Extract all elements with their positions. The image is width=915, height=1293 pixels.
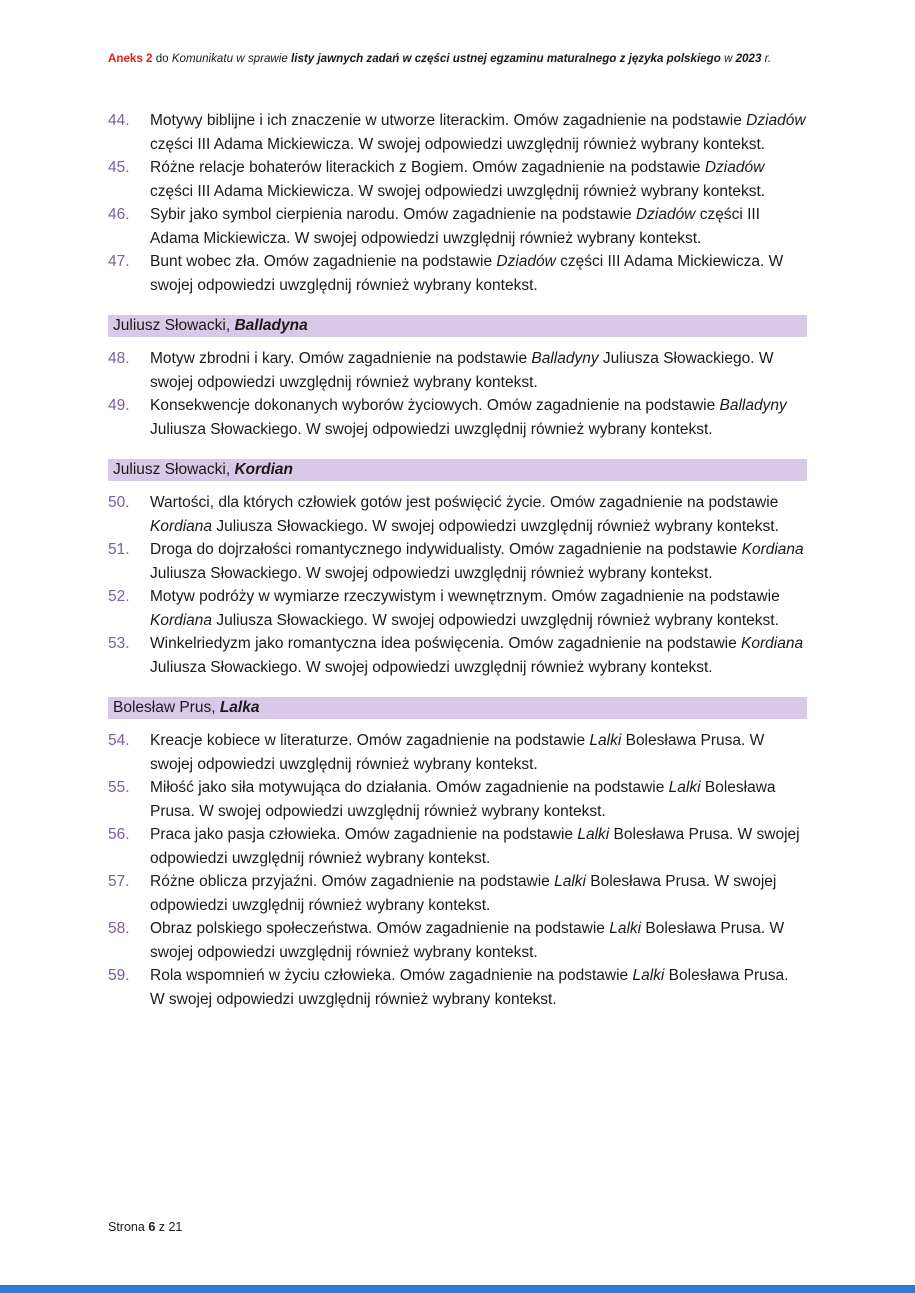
text-segment: części III Adama Mickiewicza. W swojej odpowiedzi uwzględnij również wybrany kontekst. [150,182,766,200]
task-item [108,632,807,679]
text-segment: Lalki [632,967,665,984]
task-number: 44. [108,112,130,129]
task-text [150,917,807,964]
task-text [150,491,807,538]
text-segment: Wartości, dla których człowiek gotów jest poświęcić życie. Omów zagadnienie na podstawie [150,494,779,511]
text-segment: Rola wspomnień w życiu człowieka. Omów zagadnienie na podstawie [150,967,633,984]
text-segment: Bunt wobec zła. Omów zagadnienie na podstawie [150,253,497,270]
text-segment: Strona [108,1220,149,1234]
task-item [108,491,807,538]
section-author: Bolesław Prus, [113,699,220,716]
text-segment: Juliusza Słowackiego. W swojej odpowiedzi uwzględnij również wybrany kontekst. [150,420,713,438]
task-text [150,250,807,297]
task-number: 48. [108,350,130,367]
text-segment: do [152,52,172,65]
task-text [150,729,807,776]
text-segment: Bolesława Prusa. W swojej odpowiedzi uwzględnij również wybrany kontekst. [150,732,765,773]
task-number: 55. [108,779,130,796]
task-number: 45. [108,159,130,176]
task-text [150,632,807,679]
section-work-title: Balladyna [234,317,308,334]
task-number: 49. [108,397,130,414]
text-segment: Kordiana [150,611,213,629]
task-number: 51. [108,541,130,558]
text-segment: Lalki [609,920,642,937]
task-number: 54. [108,732,130,749]
text-segment: Bolesława Prusa. W swojej odpowiedzi uwzględnij również wybrany kontekst. [150,779,776,820]
section-work-title: Kordian [234,461,294,478]
text-segment: Komunikatu w sprawie [171,52,292,65]
task-number: 46. [108,206,130,223]
text-segment: z 21 [155,1220,183,1234]
text-segment: Dziadów [746,112,806,129]
text-segment: Lalki [577,826,610,843]
text-segment: Dziadów [635,206,696,223]
task-list [108,109,807,1011]
text-segment: w [720,52,736,65]
text-segment: Motyw zbrodni i kary. Omów zagadnienie na podstawie [150,350,532,367]
task-text [150,776,807,823]
task-number: 59. [108,967,130,984]
text-segment: Praca jako pasja człowieka. Omów zagadnienie na podstawie [150,826,578,843]
task-text [150,156,807,203]
task-item [108,776,807,823]
task-item [108,585,807,632]
section-author: Juliusz Słowacki, [113,461,235,478]
text-segment: Sybir jako symbol cierpienia narodu. Omów zagadnienie na podstawie [150,206,636,223]
text-segment: Bolesława Prusa. W swojej odpowiedzi uwzględnij również wybrany kontekst. [150,967,789,1008]
text-segment: Bolesława Prusa. W swojej odpowiedzi uwzględnij również wybrany kontekst. [150,826,800,867]
text-segment: Juliusza Słowackiego. W swojej odpowiedzi uwzględnij również wybrany kontekst. [212,517,779,535]
text-segment: Miłość jako siła motywująca do działania. Omów zagadnienie na podstawie [150,779,669,796]
section-work-title: Lalka [219,699,260,716]
task-text [150,347,807,394]
text-segment: Lalki [589,732,622,749]
text-segment: Kordiana [741,635,804,652]
task-item [108,538,807,585]
section-header [108,697,807,719]
text-segment: części III Adama Mickiewicza. W swojej odpowiedzi uwzględnij również wybrany kontekst. [150,253,784,294]
text-segment: Balladyny [719,397,787,414]
task-number: 50. [108,494,130,511]
document-page [108,0,807,1011]
task-text [150,870,807,917]
text-segment: Bolesława Prusa. W swojej odpowiedzi uwzględnij również wybrany kontekst. [150,920,785,961]
task-item [108,156,807,203]
task-number: 56. [108,826,130,843]
page-number-footer [108,1220,182,1234]
text-segment: Dziadów [496,253,556,270]
text-segment: Winkelriedyzm jako romantyczna idea poświęcenia. Omów zagadnienie na podstawie [150,635,742,652]
section-header [108,315,807,337]
text-segment: Motyw podróży w wymiarze rzeczywistym i wewnętrznym. Omów zagadnienie na podstawie [150,588,780,605]
text-segment: Aneks 2 [108,52,153,65]
text-segment: Juliusza Słowackiego. W swojej odpowiedzi uwzględnij również wybrany kontekst. [212,611,779,629]
text-segment: r. [761,52,772,65]
task-text [150,538,807,585]
task-number: 52. [108,588,130,605]
text-segment: 6 [148,1220,156,1234]
section-header [108,459,807,481]
bottom-blue-bar [0,1285,915,1293]
task-item [108,203,807,250]
task-item [108,250,807,297]
text-segment: Bolesława Prusa. W swojej odpowiedzi uwzględnij również wybrany kontekst. [150,873,777,914]
text-segment: Konsekwencje dokonanych wyborów życiowych. Omów zagadnienie na podstawie [150,397,720,414]
text-segment: 2023 [735,52,762,65]
task-item [108,917,807,964]
text-segment: Obraz polskiego społeczeństwa. Omów zagadnienie na podstawie [150,920,610,937]
task-number: 47. [108,253,130,270]
task-item [108,823,807,870]
text-segment: Różne relacje bohaterów literackich z Bogiem. Omów zagadnienie na podstawie [150,159,705,176]
text-segment: Kreacje kobiece w literaturze. Omów zagadnienie na podstawie [150,732,590,749]
text-segment: Droga do dojrzałości romantycznego indywidualisty. Omów zagadnienie na podstawie [150,541,742,558]
task-text [150,203,807,250]
section-author: Juliusz Słowacki, [113,317,235,334]
task-item [108,870,807,917]
task-number: 58. [108,920,130,937]
text-segment: Różne oblicza przyjaźni. Omów zagadnienie na podstawie [150,873,555,890]
text-segment: Balladyny [531,350,599,367]
text-segment: Kordiana [741,541,804,558]
task-text [150,585,807,632]
annex-header-line [108,52,807,66]
text-segment: Juliusza Słowackiego. W swojej odpowiedzi uwzględnij również wybrany kontekst. [150,658,713,676]
task-item [108,729,807,776]
task-text [150,823,807,870]
text-segment: Dziadów [704,159,765,176]
text-segment: części III Adama Mickiewicza. W swojej odpowiedzi uwzględnij również wybrany kontekst. [150,135,766,153]
text-segment: Juliusza Słowackiego. W swojej odpowiedzi uwzględnij również wybrany kontekst. [150,350,774,391]
task-item [108,347,807,394]
text-segment: części III Adama Mickiewicza. W swojej odpowiedzi uwzględnij również wybrany kontekst. [150,206,760,247]
task-item [108,964,807,1011]
text-segment: listy jawnych zadań w części ustnej egzaminu maturalnego z języka polskiego [291,52,721,65]
task-item [108,394,807,441]
task-text [150,109,807,156]
task-number: 57. [108,873,130,890]
text-segment: Kordiana [150,517,213,535]
text-segment: Lalki [668,779,701,796]
task-number: 53. [108,635,130,652]
text-segment: Juliusza Słowackiego. W swojej odpowiedzi uwzględnij również wybrany kontekst. [150,564,713,582]
text-segment: Lalki [554,873,586,890]
task-text [150,394,807,441]
task-item [108,109,807,156]
text-segment: Motywy biblijne i ich znaczenie w utworze literackim. Omów zagadnienie na podstawie [150,112,747,129]
task-text [150,964,807,1011]
